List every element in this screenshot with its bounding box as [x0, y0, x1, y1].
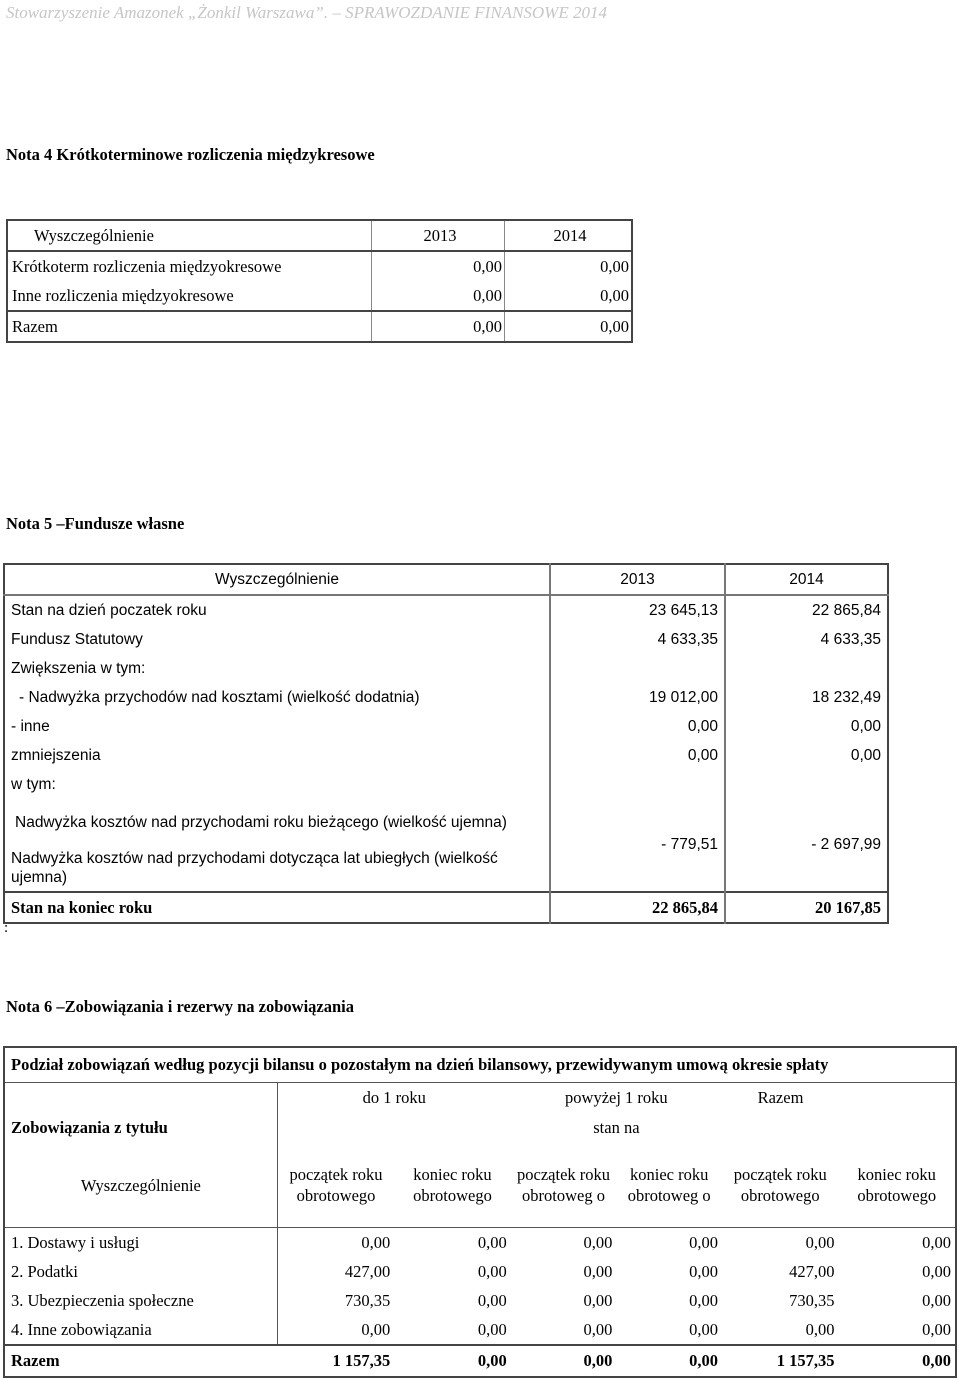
table-row — [4, 1315, 956, 1345]
value-cell: 0,00 — [583, 1232, 613, 1252]
value-2014: 0,00 — [850, 746, 881, 764]
stan-row — [4, 1113, 956, 1143]
value-2013 — [550, 770, 725, 799]
table-row — [4, 799, 888, 845]
period-header: powyżej 1 roku — [565, 1088, 668, 1107]
value-cell: 0,00 — [922, 1261, 951, 1281]
nota5-title: Nota 5 –Fundusze własne — [6, 514, 185, 533]
row-label: Nadwyżka kosztów nad przychodami roku bieżącego (wielkość ujemna) — [4, 799, 550, 845]
period-header-row — [4, 1083, 956, 1114]
value-2014: - 2 697,99 — [811, 836, 881, 853]
value-2013: 0,00 — [372, 311, 505, 342]
row-label: Zwiększenia w tym: — [4, 654, 550, 683]
row-label: 4. Inne zobowiązania — [4, 1315, 277, 1345]
row-label: Stan na koniec roku — [4, 892, 550, 923]
value-cell: 427,00 — [789, 1261, 835, 1281]
table-row — [4, 712, 888, 741]
table-row — [4, 770, 888, 799]
value-2013: 19 012,00 — [550, 683, 725, 712]
value-cell: 0,00 — [838, 1345, 956, 1377]
header-cell: Wyszczególnienie — [7, 220, 372, 251]
row-label: w tym: — [4, 770, 550, 799]
table-caption: Podział zobowiązań według pozycji bilansu o pozostałym na dzień bilansowy, przewidywanym umową okresie spłaty — [4, 1047, 956, 1083]
header-cell: 2013 — [372, 220, 505, 251]
row-label: Nadwyżka kosztów nad przychodami dotycząca lat ubiegłych (wielkość ujemna) — [4, 845, 550, 892]
empty-cell — [4, 1083, 277, 1114]
table-row — [7, 251, 632, 281]
value-cell: 1 157,35 — [277, 1345, 394, 1377]
row-label: Razem — [7, 311, 372, 342]
column-header: początek roku obrotoweg o — [511, 1143, 617, 1228]
row-label: 1. Dostawy i usługi — [4, 1228, 277, 1258]
row-label: - inne — [4, 712, 550, 741]
header-cell: 2014 — [505, 220, 633, 251]
column-header: koniec roku obrotowego — [838, 1143, 956, 1228]
nota5-table — [3, 563, 889, 924]
table-caption-row — [4, 1047, 956, 1083]
header-cell: 2013 — [550, 564, 725, 595]
value-cell: 0,00 — [394, 1345, 510, 1377]
total-row — [4, 892, 888, 923]
row-label: zmniejszenia — [4, 741, 550, 770]
value-2013: - 779,51 — [550, 799, 725, 892]
value-cell: 0,00 — [477, 1261, 507, 1281]
value-cell: 0,00 — [477, 1232, 507, 1252]
footnote-mark: : — [4, 920, 9, 936]
row-label: Stan na dzień poczatek roku — [4, 595, 550, 625]
value-2014: 0,00 — [850, 717, 881, 735]
nota4-title: Nota 4 Krótkoterminowe rozliczenia międzykresowe — [6, 145, 375, 164]
header-cell: Wyszczególnienie — [4, 564, 550, 595]
value-2014: 4 633,35 — [820, 630, 881, 648]
value-2014: 18 232,49 — [812, 688, 881, 706]
value-cell: 0,00 — [922, 1290, 951, 1310]
value-2013 — [550, 654, 725, 683]
column-header-row — [4, 1143, 956, 1228]
value-cell: 0,00 — [805, 1319, 835, 1339]
value-2013: 22 865,84 — [550, 892, 725, 923]
value-2014: 0,00 — [600, 256, 629, 276]
value-cell: 0,00 — [477, 1319, 507, 1339]
table-row — [4, 1228, 956, 1258]
value-2014: 0,00 — [505, 311, 633, 342]
period-header: Razem — [757, 1088, 804, 1107]
row-label: Razem — [4, 1345, 277, 1377]
value-cell: 0,00 — [511, 1345, 617, 1377]
value-2013: 0,00 — [550, 741, 725, 770]
table-row — [4, 741, 888, 770]
column-header: koniec roku obrotowego — [394, 1143, 510, 1228]
period-header: do 1 roku — [362, 1088, 426, 1107]
column-header: początek roku obrotowego — [277, 1143, 394, 1228]
row-label: Fundusz Statutowy — [4, 625, 550, 654]
value-2014: 0,00 — [600, 285, 629, 305]
table-header-row — [4, 564, 888, 595]
table-row — [7, 281, 632, 311]
row-label: 2. Podatki — [4, 1257, 277, 1286]
table-row — [4, 654, 888, 683]
value-cell: 0,00 — [689, 1290, 719, 1310]
table-row — [4, 683, 888, 712]
value-2014 — [725, 654, 888, 683]
value-cell: 0,00 — [361, 1232, 391, 1252]
value-cell: 1 157,35 — [722, 1345, 838, 1377]
table-header-row — [7, 220, 632, 251]
column-header: koniec roku obrotoweg o — [616, 1143, 722, 1228]
value-2014: 20 167,85 — [725, 892, 888, 923]
value-cell: 0,00 — [583, 1319, 613, 1339]
value-cell: 0,00 — [689, 1319, 719, 1339]
table-row — [4, 1257, 956, 1286]
value-2013: 0,00 — [372, 281, 505, 311]
value-cell: 0,00 — [616, 1345, 722, 1377]
value-cell: 730,35 — [344, 1290, 391, 1310]
total-row — [4, 1345, 956, 1377]
header-cell: 2014 — [725, 564, 888, 595]
wyszczegolnienie-label: Wyszczególnienie — [4, 1143, 277, 1228]
value-cell: 0,00 — [922, 1232, 951, 1252]
table-row — [4, 595, 888, 625]
value-cell: 0,00 — [805, 1232, 835, 1252]
value-2014 — [725, 770, 888, 799]
value-2013: 0,00 — [372, 251, 505, 281]
nota6-title: Nota 6 –Zobowiązania i rezerwy na zobowiązania — [6, 997, 355, 1016]
value-cell: 0,00 — [477, 1290, 507, 1310]
value-cell: 0,00 — [689, 1261, 719, 1281]
table-row — [4, 1286, 956, 1315]
value-cell: 0,00 — [922, 1319, 951, 1339]
page-header: Stowarzyszenie Amazonek „Żonkil Warszawa”. – SPRAWOZDANIE FINANSOWE 2014 — [6, 3, 607, 22]
value-cell: 0,00 — [689, 1232, 719, 1252]
value-cell: 0,00 — [361, 1319, 391, 1339]
nota6-table — [3, 1046, 957, 1378]
row-label: Krótkoterm rozliczenia międzyokresowe — [7, 251, 372, 281]
value-2013: 23 645,13 — [550, 595, 725, 625]
row-label: - Nadwyżka przychodów nad kosztami (wielkość dodatnia) — [4, 683, 550, 712]
value-2013: 0,00 — [550, 712, 725, 741]
value-cell: 427,00 — [344, 1261, 391, 1281]
nota4-table — [6, 219, 633, 343]
value-cell: 0,00 — [583, 1261, 613, 1281]
stan-na-label: stan na — [593, 1118, 640, 1137]
column-header: początek roku obrotowego — [722, 1143, 838, 1228]
value-2014: 22 865,84 — [812, 601, 881, 619]
value-cell: 730,35 — [789, 1290, 835, 1310]
value-cell: 0,00 — [583, 1290, 613, 1310]
value-2013: 4 633,35 — [550, 625, 725, 654]
row-header-label: Zobowiązania z tytułu — [4, 1113, 277, 1143]
table-row — [4, 625, 888, 654]
total-row — [7, 311, 632, 342]
row-label: Inne rozliczenia międzyokresowe — [7, 281, 372, 311]
row-label: 3. Ubezpieczenia społeczne — [4, 1286, 277, 1315]
